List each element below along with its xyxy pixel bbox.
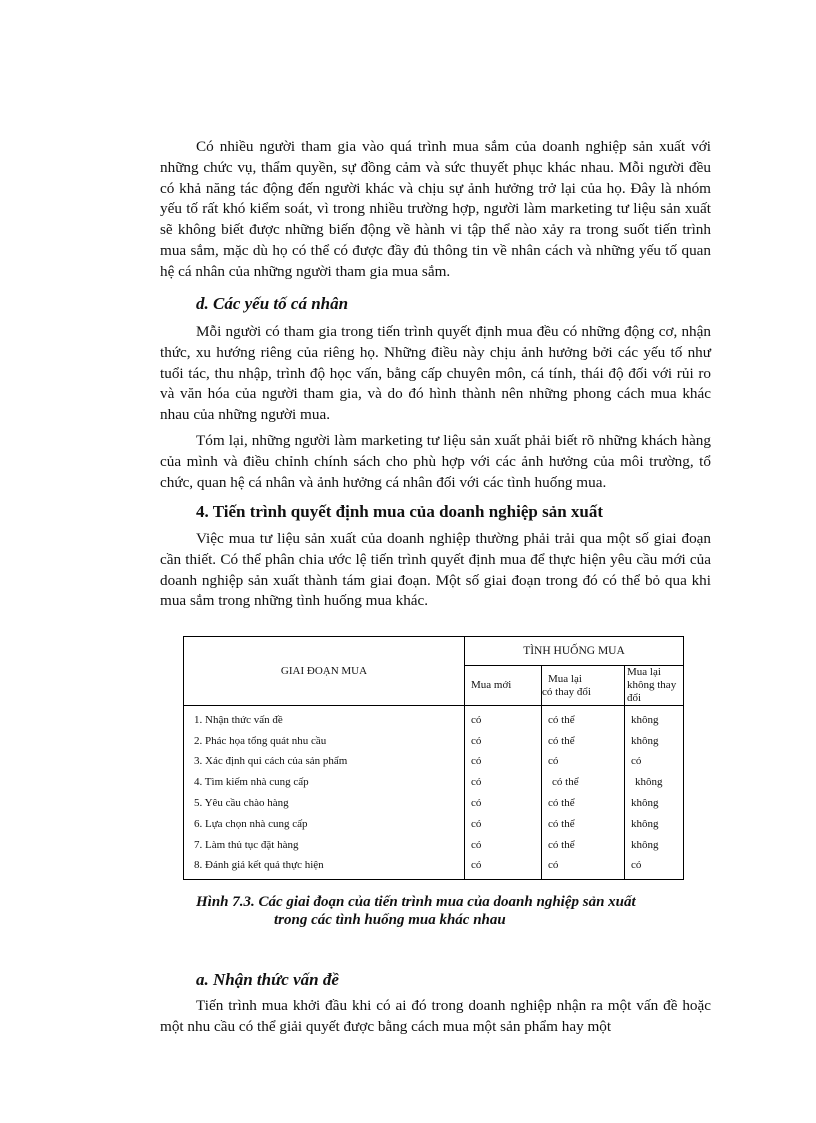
table-cell-stage: 7. Làm thủ tục đặt hàng [184,835,465,856]
table-cell-stage: 6. Lựa chọn nhà cung cấp [184,814,465,835]
table-cell-new-buy: có [465,706,542,731]
table-cell-modified-rebuy: có thể [542,793,625,814]
table-cell-new-buy: có [465,731,542,752]
table-header-stage: GIAI ĐOẠN MUA [184,637,465,706]
table-cell-stage: 4. Tìm kiếm nhà cung cấp [184,772,465,793]
table-row [184,706,684,731]
heading-problem-recognition: a. Nhận thức vấn đề [196,970,339,989]
figure-caption-line2: trong các tình huống mua khác nhau [274,912,506,928]
table-header-straight-rebuy [625,666,684,706]
paragraph-buying-process: Việc mua tư liệu sản xuất của doanh nghiệp thường phải trải qua một số giai đoạn cần thiết. Có thể phân chia ước lệ tiến trình quyết định mua để thực hiện yêu cầu mới của doanh nghiệp sản xuất thành tám giai đoạn. Một số giai đoạn trong đó có thể bỏ qua khi mua sắm trong những tình huống mua khác. [160,530,711,610]
table-cell-stage: 8. Đánh giá kết quả thực hiện [184,856,465,880]
table-cell-new-buy: có [465,856,542,880]
paragraph-personal-factors: Mỗi người có tham gia trong tiến trình quyết định mua đều có những động cơ, nhận thức, xu hướng riêng của riêng họ. Những điều này chịu ảnh hưởng bởi các yếu tố như tuổi tác, thu nhập, trình độ học vấn, bằng cấp chuyên môn, cá tính, thái độ đối với rủi ro và văn hóa của người tham gia, và do đó hình thành nên những phong cách mua khác nhau của những người mua. [160,323,711,424]
table-cell-modified-rebuy: có thể [542,731,625,752]
table-cell-modified-rebuy: có thể [542,814,625,835]
table-cell-modified-rebuy: có thể [542,772,625,793]
table-cell-straight-rebuy: không [625,793,684,814]
paragraph-summary: Tóm lại, những người làm marketing tư liệu sản xuất phải biết rõ những khách hàng của mình và điều chỉnh chính sách cho phù hợp với các ảnh hưởng của môi trường, tổ chức, quan hệ cá nhân và ảnh hưởng cá nhân đối với các tình huống mua. [160,432,711,491]
table-cell-stage: 5. Yêu cầu chào hàng [184,793,465,814]
table-cell-stage: 2. Phác họa tổng quát nhu cầu [184,731,465,752]
table-header-straight-rebuy-line2: không thay đổi [627,679,677,704]
table-header-new-buy: Mua mới [465,666,542,706]
heading-personal-factors: d. Các yếu tố cá nhân [196,294,349,313]
table-cell-straight-rebuy: không [625,706,684,731]
table-cell-modified-rebuy: có [542,752,625,773]
table-header-modified-rebuy-line2: có thay đổi [542,685,591,698]
table-header-straight-rebuy-line1: Mua lại [627,666,661,678]
heading-buying-process: 4. Tiến trình quyết định mua của doanh nghiệp sản xuất [196,502,604,521]
figure-caption-line1: Hình 7.3. Các giai đoạn của tiến trình mua của doanh nghiệp sản xuất [196,894,636,910]
table-row [184,772,684,793]
table-row [184,793,684,814]
table-row [184,731,684,752]
table-cell-modified-rebuy: có thể [542,706,625,731]
table-cell-new-buy: có [465,772,542,793]
table-cell-modified-rebuy: có thể [542,835,625,856]
table-header-modified-rebuy-line1: Mua lại [548,672,582,685]
table-cell-stage: 3. Xác định qui cách của sản phẩm [184,752,465,773]
table-cell-straight-rebuy: có [625,752,684,773]
table-cell-new-buy: có [465,752,542,773]
table-cell-straight-rebuy: không [625,731,684,752]
table-cell-straight-rebuy: có [625,856,684,880]
table-row [184,856,684,880]
paragraph-problem-recognition: Tiến trình mua khởi đầu khi có ai đó trong doanh nghiệp nhận ra một vấn đề hoặc một nhu cầu có thể giải quyết được bằng cách mua một sản phẩm hay một [160,997,711,1035]
table-cell-new-buy: có [465,793,542,814]
table-cell-modified-rebuy: có [542,856,625,880]
table-row [184,752,684,773]
paragraph-group-influence: Có nhiều người tham gia vào quá trình mua sắm của doanh nghiệp sản xuất với những chức vụ, thẩm quyền, sự đồng cảm và sức thuyết phục khác nhau. Mỗi người đều có khả năng tác động đến người khác và chịu sự ảnh hưởng trở lại của họ. Đây là nhóm yếu tố rất khó kiểm soát, vì trong nhiều trường hợp, người làm marketing tư liệu sản xuất sẽ không biết được những biến động về hành vi tập thể nào xảy ra trong suốt tiến trình mua sắm, mặc dù họ có thể có được đầy đủ thông tin về nhân cách và những yếu tố quan hệ cá nhân của những người tham gia mua sắm. [160,138,711,280]
table-cell-new-buy: có [465,835,542,856]
table-cell-straight-rebuy: không [625,772,684,793]
table-row [184,835,684,856]
table-header-situation: TÌNH HUỐNG MUA [465,637,684,666]
table-row [184,814,684,835]
table-cell-straight-rebuy: không [625,814,684,835]
table-cell-new-buy: có [465,814,542,835]
table-cell-straight-rebuy: không [625,835,684,856]
table-header-modified-rebuy [542,666,625,706]
buying-stages-table [183,636,684,880]
table-cell-stage: 1. Nhận thức vấn đề [184,706,465,731]
